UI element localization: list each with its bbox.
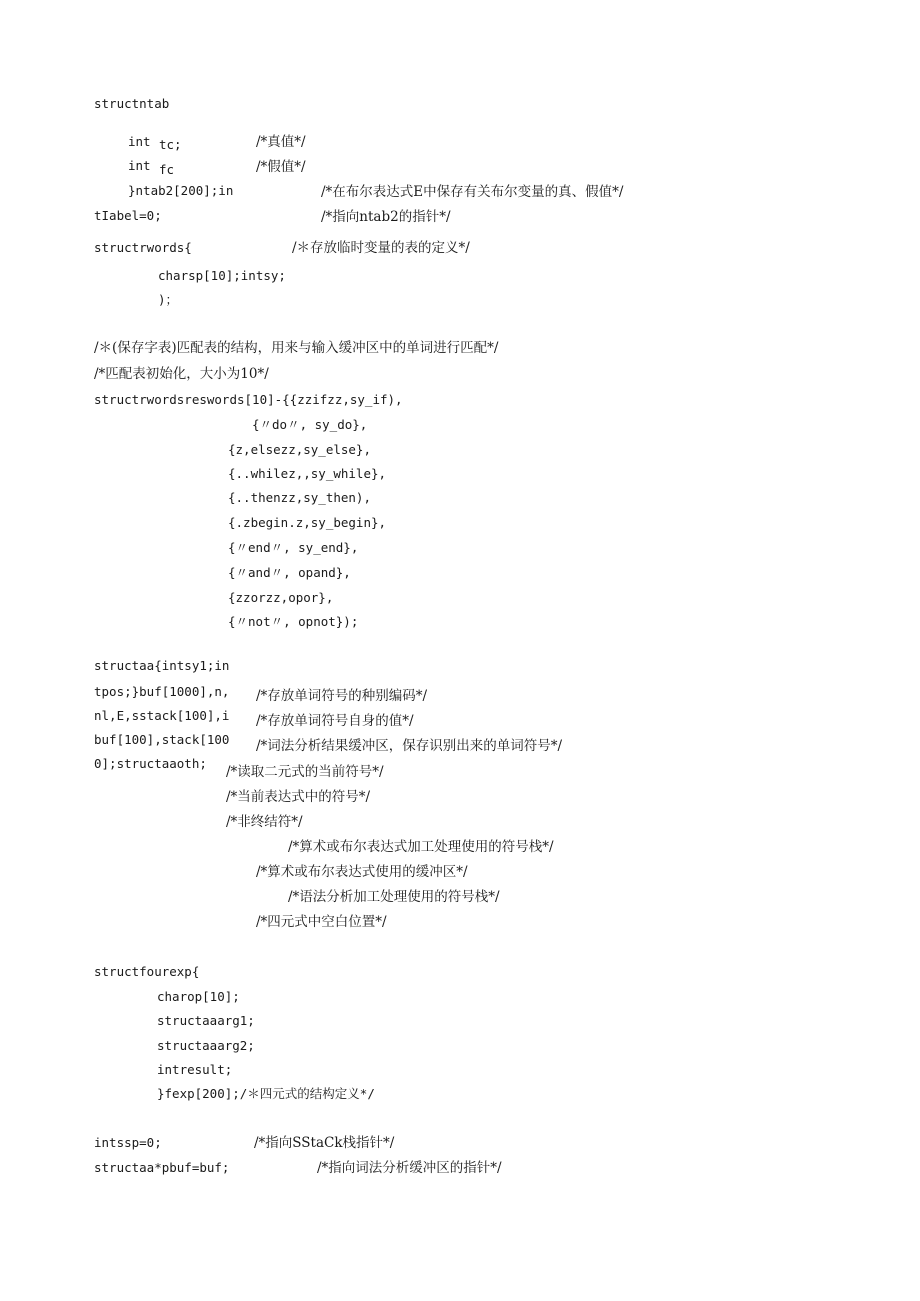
structaa-code-line: buf[100],stack[100 [94, 732, 230, 747]
rwords-members: charsp[10];intsy; [158, 268, 286, 283]
reswords-entry: {z,elsezz,sy_else}, [228, 442, 371, 457]
reswords-decl: structrwordsreswords[10]-{{zzifzz,sy_if), [94, 392, 403, 407]
structaa-comment: /*非终结符*/ [226, 814, 303, 830]
reswords-comment-1: /＊(保存字表)匹配表的结构，用来与输入缓冲区中的单词进行匹配*/ [94, 340, 499, 356]
struct-rwords-decl: structrwords{ [94, 240, 192, 255]
fourexp-member: structaaarg1; [157, 1013, 255, 1028]
reswords-entry: {.zbegin.z,sy_begin}, [228, 515, 387, 530]
structaa-comment: /*算术或布尔表达式加工处理使用的符号栈*/ [288, 839, 554, 855]
structaa-comment: /*语法分析加工处理使用的符号栈*/ [288, 889, 500, 905]
structaa-comment: /*算术或布尔表达式使用的缓冲区*/ [256, 864, 468, 880]
fourexp-member: structaaarg2; [157, 1038, 255, 1053]
int-keyword: int [128, 134, 151, 149]
fourexp-close: }fexp[200];/＊四元式的结构定义*/ [157, 1086, 375, 1101]
structaa-comment: /*存放单词符号自身的值*/ [256, 713, 414, 729]
reswords-entry: {〃do〃, sy_do}, [252, 417, 368, 432]
rwords-close: )； [158, 292, 179, 307]
pbuf-comment: /*指向词法分析缓冲区的指针*/ [317, 1160, 502, 1176]
label-comment: /*指向ntab2的指针*/ [321, 209, 451, 225]
structaa-comment: /*四元式中空白位置*/ [256, 914, 387, 930]
ntab2-decl: }ntab2[200];in [128, 183, 234, 198]
structaa-comment: /*词法分析结果缓冲区，保存识别出来的单词符号*/ [256, 738, 563, 754]
structaa-code-line: 0];structaaoth; [94, 756, 207, 771]
reswords-entry: {〃not〃, opnot}); [228, 614, 359, 629]
struct-ntab-decl: structntab [94, 96, 170, 111]
ssp-decl: intssp=0; [94, 1135, 162, 1150]
ssp-comment: /*指向SStaCk栈指针*/ [254, 1135, 395, 1151]
rwords-comment: /＊存放临时变量的表的定义*/ [292, 240, 470, 256]
fc-field: fc [159, 162, 175, 177]
pbuf-decl: structaa*pbuf=buf; [94, 1160, 230, 1175]
label-decl: tIabel=0; [94, 208, 162, 223]
reswords-entry: {〃end〃, sy_end}, [228, 540, 359, 555]
int-keyword: int [128, 158, 151, 173]
reswords-entry: {..whilez,,sy_while}, [228, 466, 387, 481]
structaa-comment: /*读取二元式的当前符号*/ [226, 764, 384, 780]
fourexp-member: charop[10]; [157, 989, 240, 1004]
reswords-entry: {zzorzz,opor}, [228, 590, 334, 605]
structaa-code-line: structaa{intsy1;in [94, 658, 230, 673]
reswords-entry: {..thenzz,sy_then), [228, 490, 371, 505]
fc-comment: /*假值*/ [256, 159, 306, 175]
structaa-code-line: tpos;}buf[1000],n, [94, 684, 230, 699]
structaa-comment: /*当前表达式中的符号*/ [226, 789, 371, 805]
structaa-code-line: nl,E,sstack[100],i [94, 708, 230, 723]
tc-field: tc; [159, 137, 182, 152]
fourexp-member: intresult; [157, 1062, 233, 1077]
tc-comment: /*真值*/ [256, 134, 306, 150]
struct-fourexp-decl: structfourexp{ [94, 964, 200, 979]
ntab2-comment: /*在布尔表达式E中保存有关布尔变量的真、假值*/ [321, 184, 624, 200]
structaa-comment: /*存放单词符号的种别编码*/ [256, 688, 428, 704]
reswords-comment-2: /*匹配表初始化，大小为10*/ [94, 366, 269, 382]
reswords-entry: {〃and〃, opand}, [228, 565, 351, 580]
